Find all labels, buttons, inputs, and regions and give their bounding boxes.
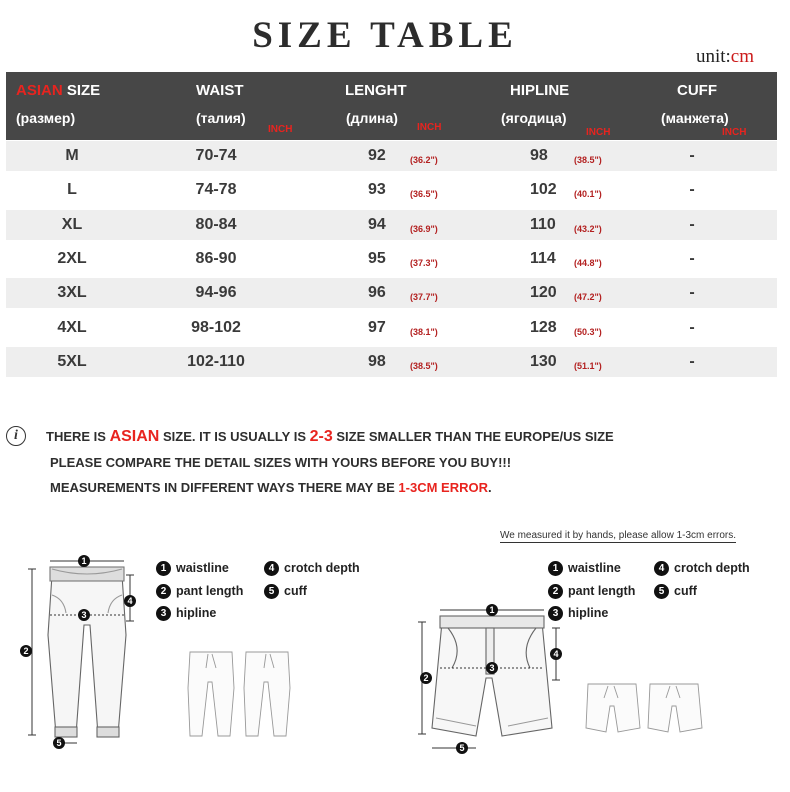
svg-text:2: 2 [23, 646, 29, 656]
legend-right-5: 5 cuff [654, 584, 697, 599]
svg-text:4: 4 [127, 596, 133, 606]
hip-cell: 102 [530, 181, 557, 199]
hip-cell: 98 [530, 147, 548, 164]
table-row [6, 278, 777, 308]
hip-inch-cell: (40.1") [574, 189, 602, 200]
length-inch-cell: (36.9") [410, 223, 438, 234]
jogger-pants-diagram [14, 555, 144, 755]
waist-cell: 86-90 [195, 249, 237, 267]
header-cuff-sub: (манжета) [661, 110, 729, 126]
waist-cell: 74-78 [195, 181, 237, 199]
length-inch-cell: (37.7") [410, 292, 438, 303]
waist-cell: 94-96 [195, 284, 237, 302]
shorts-diagram [412, 605, 562, 768]
waist-cell: 70-74 [195, 147, 237, 164]
measured-note: We measured it by hands, please allow 1-3cm errors. [500, 530, 737, 541]
cuff-cell: - [689, 181, 695, 199]
header-size: ASIAN SIZE [16, 82, 101, 99]
length-inch-cell: (38.5") [410, 360, 438, 371]
header-waist-sub: (талия) [196, 110, 246, 126]
table-row [6, 244, 777, 274]
legend-left-1: 1 waistline [156, 561, 229, 576]
size-cell: M [65, 147, 79, 164]
waist-cell: 102-110 [187, 352, 245, 370]
svg-text:4: 4 [553, 649, 559, 659]
length-inch-cell: (36.5") [410, 189, 438, 200]
page-title: SIZE TABLE [252, 15, 518, 56]
size-cell: 5XL [57, 352, 87, 370]
size-cell: 2XL [57, 249, 87, 267]
hip-cell: 130 [530, 352, 557, 370]
waist-cell: 80-84 [195, 215, 237, 233]
length-inch-cell: (37.3") [410, 257, 438, 268]
size-cell: 4XL [57, 318, 87, 336]
length-inch-cell: (36.2") [410, 155, 438, 165]
header-cuff-inch: INCH [722, 127, 747, 138]
cuff-cell: - [689, 249, 695, 267]
legend-left-2: 2 pant length [156, 584, 243, 599]
note-line-2: PLEASE COMPARE THE DETAIL SIZES WITH YOURS BEFORE YOU BUY!!! [50, 455, 512, 470]
svg-text:3: 3 [489, 663, 495, 673]
hip-inch-cell: (51.1") [574, 360, 602, 371]
table-row [6, 210, 777, 240]
length-cell: 92 [368, 147, 386, 164]
header-hipline-inch: INCH [586, 127, 611, 138]
header-hipline-sub: (ягодица) [501, 110, 567, 126]
hip-inch-cell: (43.2") [574, 223, 602, 234]
jogger-pants-thumbnails [186, 648, 296, 740]
hip-cell: 120 [530, 284, 557, 302]
unit-label: unit:cm [695, 46, 754, 67]
size-cell: XL [61, 215, 83, 233]
shorts-thumbnails [584, 680, 704, 740]
hip-inch-cell: (50.3") [574, 326, 602, 337]
table-row [6, 347, 777, 377]
header-waist: WAIST [196, 82, 244, 99]
header-length-sub: (длина) [346, 110, 398, 126]
header-waist-inch: INCH [268, 124, 293, 135]
svg-text:1: 1 [81, 556, 87, 566]
legend-right-3: 3 hipline [548, 606, 608, 621]
table-row [6, 141, 777, 171]
hip-inch-cell: (44.8") [574, 257, 602, 268]
length-cell: 94 [368, 215, 386, 233]
header-length: LENGHT [345, 82, 407, 99]
svg-text:5: 5 [459, 743, 465, 753]
cuff-cell: - [689, 318, 695, 336]
cuff-cell: - [689, 215, 695, 233]
legend-left-5: 5 cuff [264, 584, 307, 599]
legend-right-2: 2 pant length [548, 584, 635, 599]
cuff-cell: - [689, 147, 695, 164]
legend-right-4: 4 crotch depth [654, 561, 750, 576]
length-cell: 93 [368, 181, 386, 199]
hip-inch-cell: (47.2") [574, 292, 602, 303]
length-inch-cell: (38.1") [410, 326, 438, 337]
cuff-cell: - [689, 284, 695, 302]
length-cell: 95 [368, 249, 386, 267]
info-icon: i [6, 426, 26, 446]
waist-cell: 98-102 [191, 318, 241, 336]
header-cuff: CUFF [677, 82, 717, 99]
hip-cell: 114 [530, 249, 556, 267]
svg-text:5: 5 [56, 738, 62, 748]
legend-left-4: 4 crotch depth [264, 561, 360, 576]
size-cell: 3XL [57, 284, 87, 302]
legend-left-3: 3 hipline [156, 606, 216, 621]
length-cell: 97 [368, 318, 386, 336]
hip-inch-cell: (38.5") [574, 155, 602, 165]
note-line-1: THERE IS ASIAN SIZE. IT IS USUALLY IS 2-3 SIZE SMALLER THAN THE EUROPE/US SIZE [46, 428, 614, 445]
svg-text:3: 3 [81, 610, 87, 620]
header-length-inch: INCH [417, 122, 442, 133]
size-cell: L [67, 181, 77, 199]
table-row [6, 175, 777, 205]
hip-cell: 110 [530, 215, 556, 233]
header-hipline: HIPLINE [510, 82, 570, 99]
cuff-cell: - [689, 352, 695, 370]
length-cell: 96 [368, 284, 386, 302]
table-header [6, 72, 777, 140]
svg-text:2: 2 [423, 673, 429, 683]
note-line-3: MEASUREMENTS IN DIFFERENT WAYS THERE MAY BE 1-3CM ERROR. [50, 480, 492, 495]
length-cell: 98 [368, 352, 386, 370]
table-row [6, 313, 777, 343]
svg-text:1: 1 [489, 605, 495, 615]
hip-cell: 128 [530, 318, 557, 336]
header-size-sub: (размер) [16, 110, 76, 126]
legend-right-1: 1 waistline [548, 561, 621, 576]
